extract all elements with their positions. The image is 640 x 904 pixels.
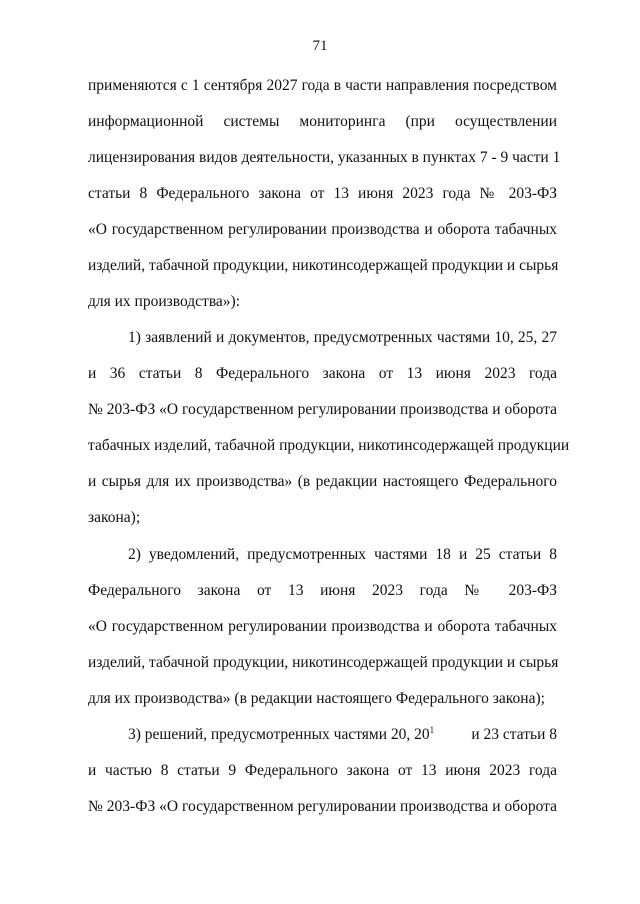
text-line: лицензирования видов деятельности, указанных в пунктах 7 - 9 части 1 xyxy=(88,149,561,166)
text-line: статьи 8 Федерального закона от 13 июня 2023 года № 203-ФЗ xyxy=(88,185,557,202)
text-line: изделий, табачной продукции, никотинсодержащей продукции и сырья xyxy=(88,654,559,671)
superscript: 1 xyxy=(429,724,435,735)
text-line: № 203-ФЗ «О государственном регулировании производства и оборота xyxy=(88,401,557,418)
text-line: «О государственном регулировании производства и оборота табачных xyxy=(88,618,557,635)
text-line: информационной системы мониторинга (при осуществлении xyxy=(88,113,557,130)
text-line: и частью 8 статьи 9 Федерального закона от 13 июня 2023 года xyxy=(88,762,557,779)
text-line: № 203-ФЗ «О государственном регулировании производства и оборота xyxy=(88,798,557,815)
text-line: Федерального закона от 13 июня 2023 года № 203-ФЗ xyxy=(88,582,557,599)
list-item-2-start: 2) уведомлений, предусмотренных частями 18 и 25 статьи 8 xyxy=(128,546,557,563)
list-item-3-start xyxy=(128,725,557,745)
text-line: и 36 статьи 8 Федерального закона от 13 июня 2023 года xyxy=(88,365,557,382)
text-line: изделий, табачной продукции, никотинсодержащей продукции и сырья xyxy=(88,257,559,274)
list-item-1-start: 1) заявлений и документов, предусмотренных частями 10, 25, 27 xyxy=(128,329,557,346)
page-number: 71 xyxy=(312,38,328,54)
text-line: применяются с 1 сентября 2027 года в части направления посредством xyxy=(88,77,557,94)
text-line: и сырья для их производства» (в редакции настоящего Федерального xyxy=(88,473,557,490)
text-segment: и 23 статьи 8 xyxy=(471,726,557,743)
text-line: «О государственном регулировании производства и оборота табачных xyxy=(88,221,557,238)
text-line: для их производства» (в редакции настоящего Федерального закона); xyxy=(88,690,545,707)
text-line: табачных изделий, табачной продукции, никотинсодержащей продукции xyxy=(88,437,570,454)
text-line: для их производства»): xyxy=(88,293,241,310)
text-line: закона); xyxy=(88,509,141,526)
text-segment: 3) решений, предусмотренных частями 20, $20^1$ xyxy=(128,724,435,743)
